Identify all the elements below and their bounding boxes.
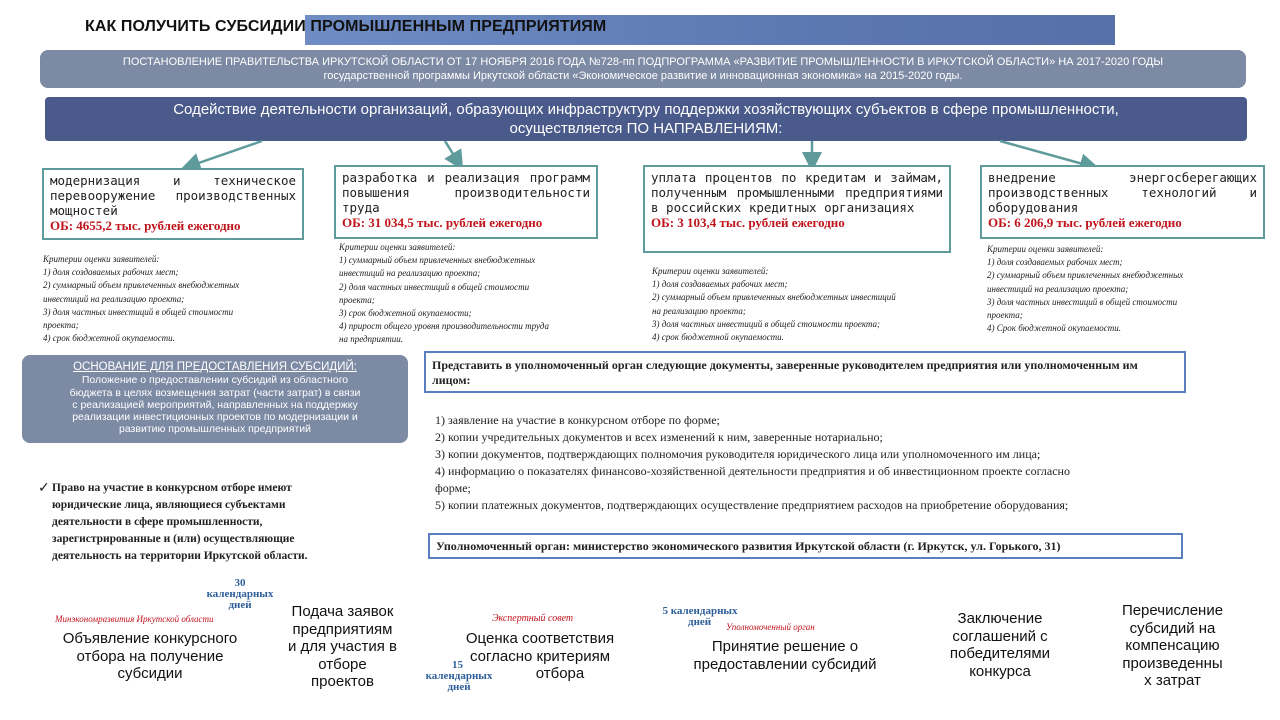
authority-box: Уполномоченный орган: министерство экономического развития Иркутской области (г. Иркутск, ул. Горького, 31) [428,533,1183,559]
direction-box-4 [980,165,1265,239]
criteria-line: 3) срок бюджетной окупаемости; [339,308,472,319]
criteria-line: 2) суммарный объем привлеченных внебюджетных [43,280,240,291]
direction-box-1 [42,168,304,240]
step-line: согласно критериям [469,647,611,665]
step-submit [275,603,410,691]
direction-budget: ОБ: 6 206,9 тыс. рублей ежегодно [988,215,1182,230]
authority-label: Уполномоченный орган [726,622,815,632]
page-title: КАК ПОЛУЧИТЬ СУБСИДИИ ПРОМЫШЛЕННЫМ ПРЕДПРИЯТИЯМ [85,18,607,35]
step-line: проектов [311,673,374,690]
step-line: Объявление конкурсного [62,630,238,647]
criteria-list-3 [652,265,896,344]
document-item: 1) заявление на участие в конкурсном отборе по форме; [435,413,720,427]
basis-title: ОСНОВАНИЕ ДЛЯ ПРЕДОСТАВЛЕНИЯ СУБСИДИЙ: [73,361,357,373]
participation-line: юридические лица, являющиеся субъектами [52,499,286,511]
basis-line: с реализацией мероприятий, направленных на поддержку [72,398,358,411]
direction-budget: ОБ: 31 034,5 тыс. рублей ежегодно [342,215,543,230]
criteria-line: проекта; [987,310,1023,321]
step-transfer [1105,602,1240,690]
basis-line: реализации инвестиционных проектов по модернизации и [72,411,358,424]
documents-list [435,412,1195,514]
assistance-line-1: Содействие деятельности организаций, образующих инфраструктуру поддержки хозяйствующих субъектов в сфере промышленности, [173,101,1119,118]
participation-line: Право на участие в конкурсном отборе имеют [52,482,292,494]
step-line: Подача заявок [291,603,394,620]
decree-line-2: государственной программы Иркутской области «Экономическое развитие и инновационная экономика» на 2015-2020 годы. [323,70,963,82]
criteria-line: 2) суммарный объем привлеченных внебюджетных инвестиций [652,292,896,303]
basis-line: бюджета в целях возмещения затрат (части затрат) в связи [69,386,361,399]
direction-budget: ОБ: 3 103,4 тыс. рублей ежегодно [651,215,845,230]
criteria-line: 4) срок бюджетной окупаемости. [652,332,784,343]
direction-text: уплата процентов по кредитам и займам, полученным промышленными предприятиями в российских кредитных организациях [651,170,943,215]
criteria-line: 2) доля частных инвестиций в общей стоимости [339,281,530,292]
step-line: отбора [535,665,585,682]
ministry-label: Минэкономразвития Иркутской области [55,614,214,624]
direction-text: модернизация и техническое перевооружение производственных мощностей [50,173,296,218]
criteria-line: Критерии оценки заявителей: [987,244,1104,254]
duration-line: 15 [452,659,463,671]
criteria-line: Критерии оценки заявителей: [43,254,160,264]
document-item: форме; [435,481,471,495]
direction-box-3 [643,165,951,253]
criteria-line: 2) суммарный объем привлеченных внебюджетных [987,270,1184,281]
step-line: произведенны [1122,654,1223,672]
step-line: Перечисление [1121,602,1224,619]
expert-council-label: Экспертный совет [492,613,574,624]
documents-header: Представить в уполномоченный орган следующие документы, заверенные руководителем предприятия или уполномоченным им лицом: [424,351,1186,393]
step-line: субсидий на [1129,619,1216,637]
document-item: 2) копии учредительных документов и всех изменений к ним, заверенные нотариально; [435,430,883,444]
participation-line: зарегистрированные и (или) осуществляющие [52,533,295,545]
duration-15-days [414,660,504,693]
criteria-line: проекта; [339,294,375,305]
step-agreement [935,610,1065,680]
step-line: отбора на получение [76,647,224,665]
step-line: предприятиям [292,620,393,638]
criteria-line: 4) срок бюджетной окупаемости. [43,333,175,344]
direction-text: внедрение энергосберегающих производственных технологий и оборудования [988,170,1257,215]
decree-line-1: ПОСТАНОВЛЕНИЕ ПРАВИТЕЛЬСТВА ИРКУТСКОЙ ОБЛАСТИ ОТ 17 НОЯБРЯ 2016 ГОДА №728-пп ПОДПРОГРАММА «РАЗВИТИЕ ПРОМЫШЛЕННОСТИ В ИРКУТСКОЙ ОБЛАСТИ» НА 2017-2020 ГОДЫ [122,56,1164,68]
basis-block [22,355,408,443]
criteria-line: проекта; [43,320,79,331]
criteria-line: 1) доля создаваемых рабочих мест; [987,257,1123,268]
check-icon: ✓ [38,479,50,495]
duration-line: календарных [425,670,493,682]
criteria-list-2 [339,241,549,347]
criteria-line: Критерии оценки заявителей: [339,242,456,252]
direction-text: разработка и реализация программ повышения производительности труда [342,170,590,215]
document-item: 3) копии документов, подтверждающих полномочия руководителя юридического лица или уполномоченного им лица; [435,447,1041,461]
duration-line: 5 календарных [662,605,738,617]
criteria-line: 1) доля создаваемых рабочих мест; [652,279,788,290]
step-line: Принятие решение о [711,638,859,655]
step-line: Заключение [957,610,1043,627]
criteria-list-4 [987,243,1183,335]
criteria-line: Критерии оценки заявителей: [652,266,769,276]
criteria-line: 4) прирост общего уровня производительности труда [339,321,549,332]
direction-budget: ОБ: 4655,2 тыс. рублей ежегодно [50,218,241,233]
criteria-line: 3) доля частных инвестиций в общей стоимости [43,306,234,317]
criteria-line: на реализацию проекта; [652,305,746,316]
step-line: конкурса [969,662,1031,680]
duration-line: дней [447,681,471,693]
step-line: победителями [949,645,1051,662]
arrow-2 [445,141,458,162]
step-line: х затрат [1144,672,1201,689]
criteria-list-1 [43,253,239,345]
basis-line: Положение о предоставлении субсидий из областного [81,374,349,387]
arrow-1 [190,141,262,166]
step-line: компенсацию [1125,637,1220,654]
step-line: отборе [318,655,367,673]
criteria-line: 3) доля частных инвестиций в общей стоимости [987,296,1178,307]
duration-line: 30 [234,577,246,589]
participation-line: деятельность на территории Иркутской области. [52,550,308,562]
duration-30-days [195,578,285,611]
participation-note [52,480,382,565]
duration-line: календарных [206,588,274,600]
direction-box-2 [334,165,598,239]
criteria-line: 4) Срок бюджетной окупаемости. [987,323,1121,334]
criteria-line: 1) суммарный объем привлеченных внебюджетных [339,255,536,266]
criteria-line: 3) доля частных инвестиций в общей стоимости проекта; [652,318,881,329]
criteria-line: инвестиций на реализацию проекта; [43,293,185,304]
step-decision [675,638,895,673]
document-item: 4) информацию о показателях финансово-хозяйственной деятельности предприятия и об инвестиционном проекте согласно [435,464,1070,478]
document-item: 5) копии платежных документов, подтверждающих осуществление предприятием расходов на приобретение оборудования; [435,498,1069,512]
step-line: субсидии [117,665,183,682]
criteria-line: инвестиций на реализацию проекта; [339,268,481,279]
step-line: предоставлении субсидий [693,655,877,673]
step-line: и для участия в [287,638,397,655]
duration-line: дней [228,599,252,611]
step-announce [50,630,250,683]
assistance-line-2: осуществляется ПО НАПРАВЛЕНИЯМ: [509,120,783,137]
step-line: Оценка соответствия [465,630,615,647]
arrow-4 [1000,141,1090,166]
basis-line: развитию промышленных предприятий [119,423,311,436]
criteria-line: на предприятии. [339,334,403,345]
participation-line: деятельности в сфере промышленности, [52,516,263,528]
criteria-line: инвестиций на реализацию проекта; [987,283,1129,294]
step-line: соглашений с [952,627,1048,645]
duration-line: дней [688,616,712,628]
criteria-line: 1) доля создаваемых рабочих мест; [43,267,179,278]
